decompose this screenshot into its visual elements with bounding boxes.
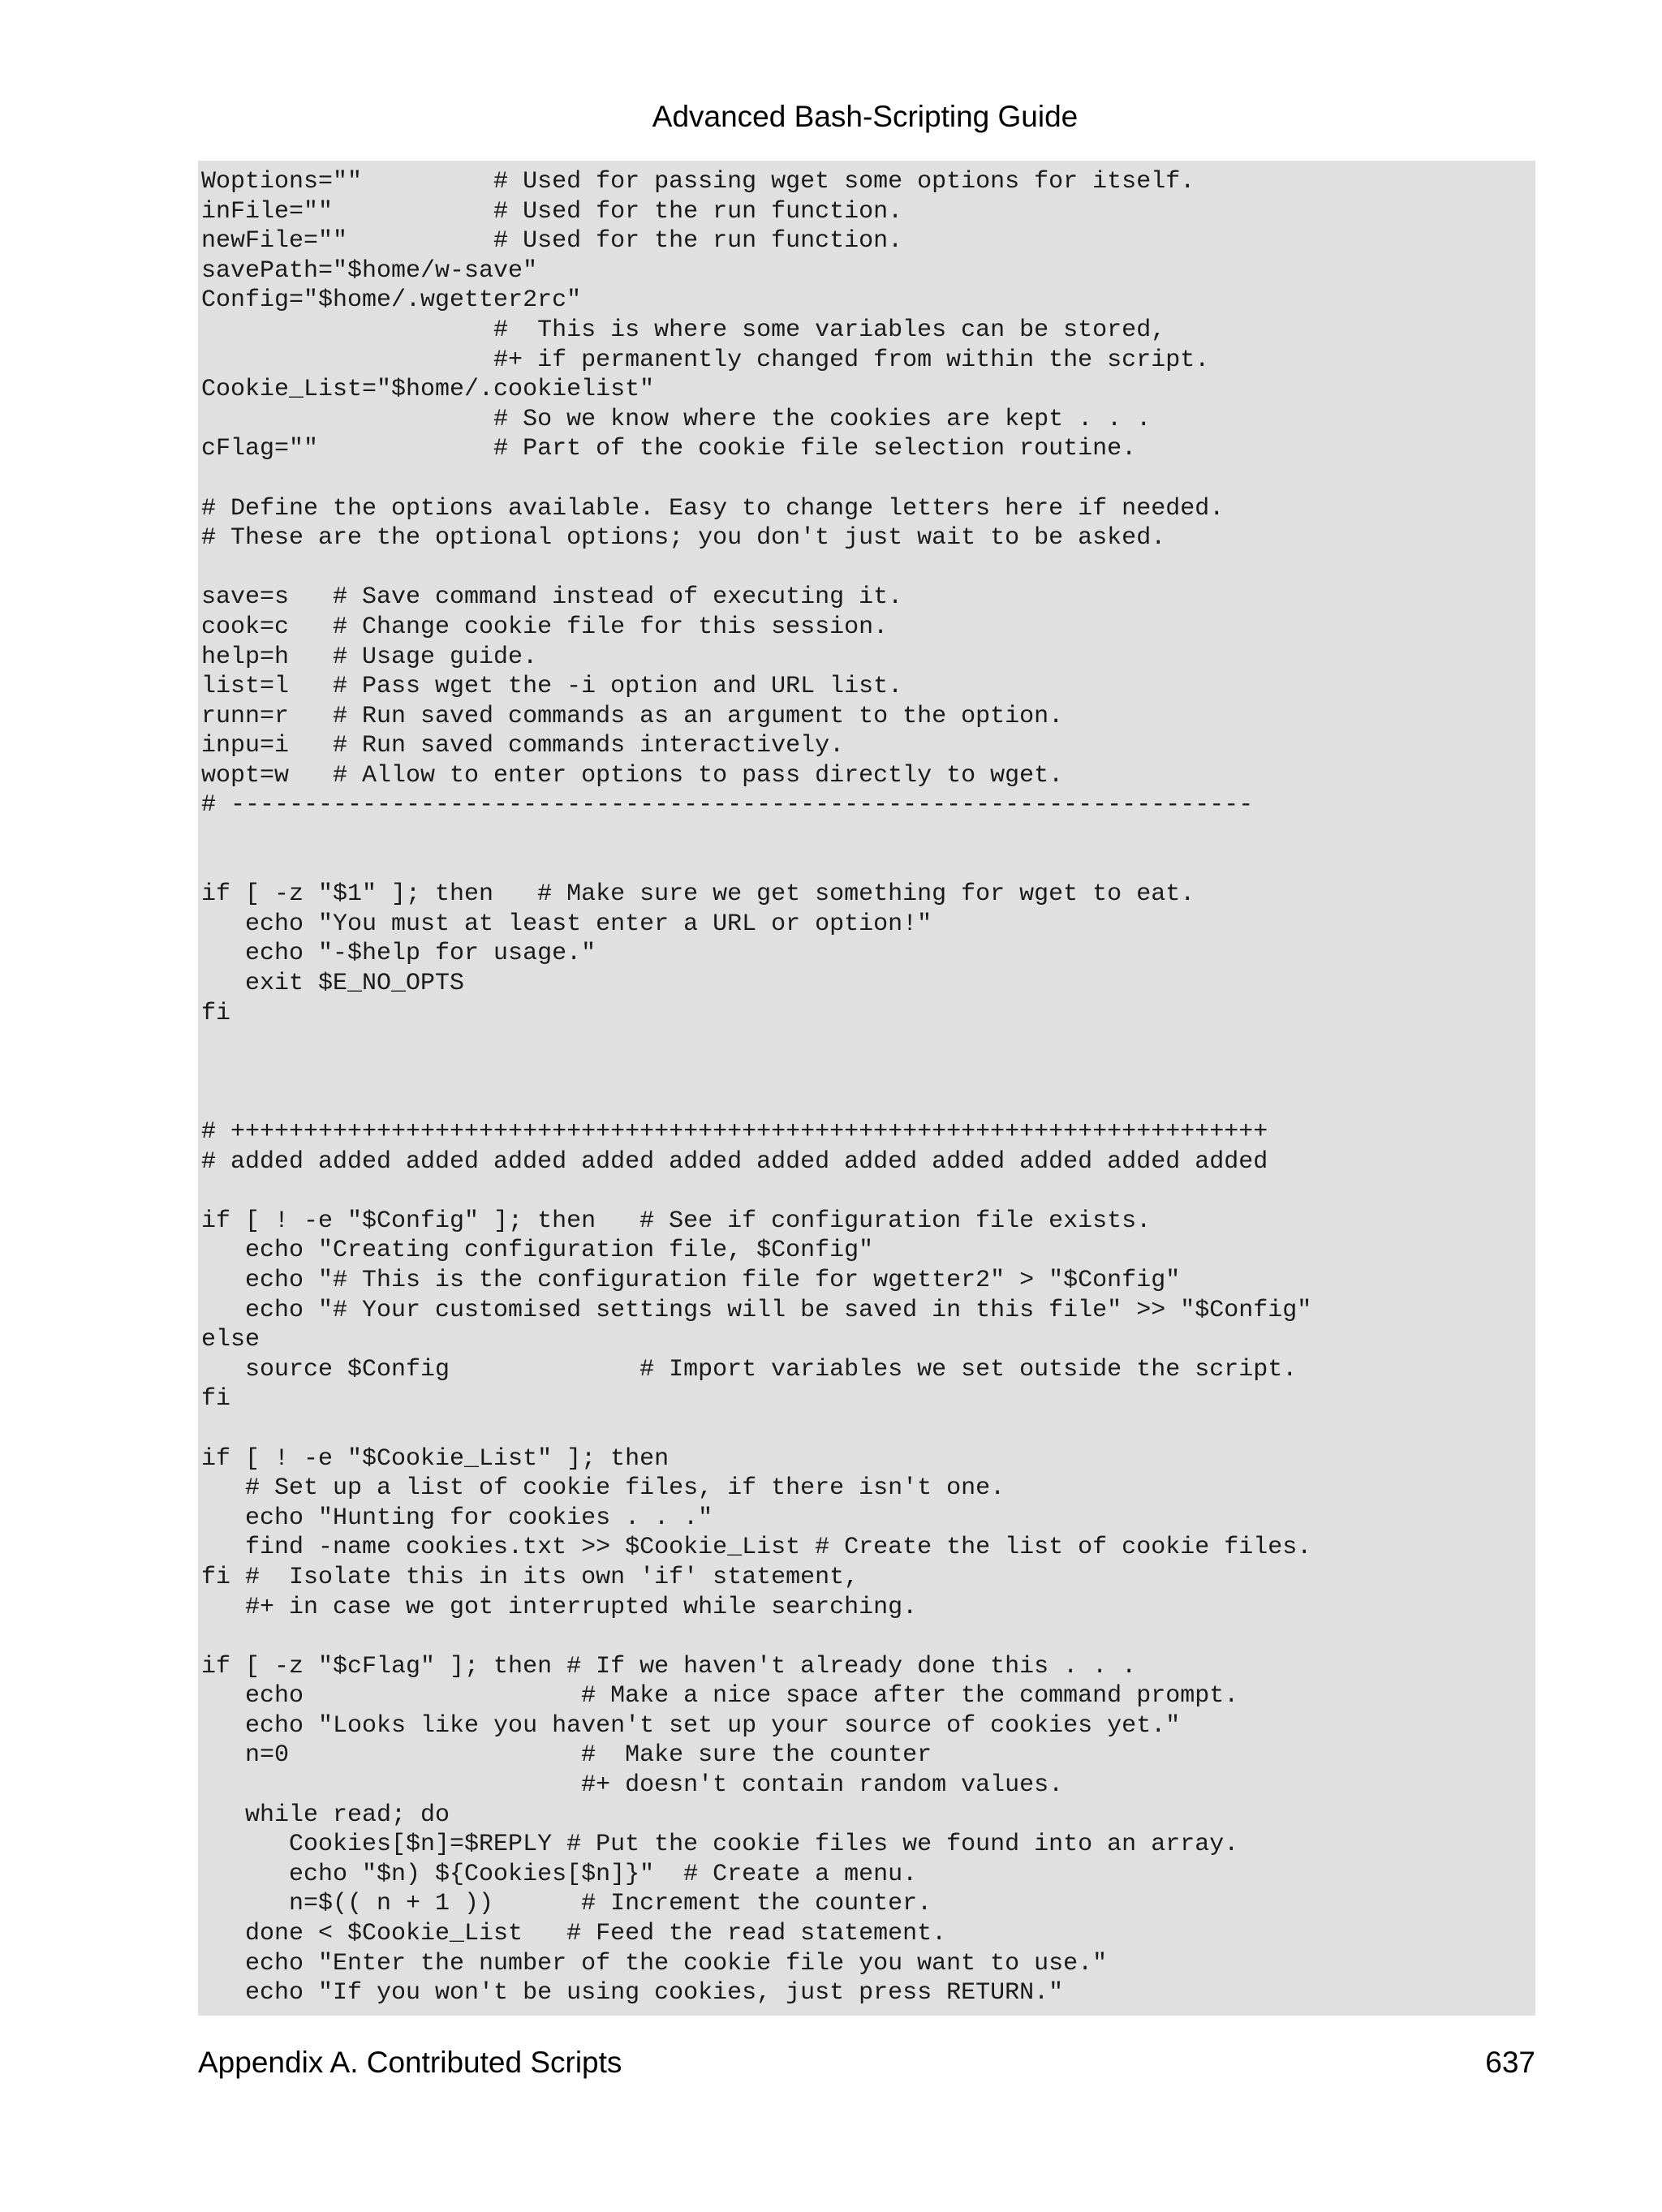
code-line: [201, 850, 1535, 880]
code-line: #+ in case we got interrupted while searching.: [201, 1593, 918, 1621]
code-line: help=h # Usage guide.: [201, 643, 538, 671]
code-line: # This is where some variables can be stored,: [201, 316, 1166, 344]
code-line: [201, 1058, 1535, 1088]
code-line: echo "Looks like you haven't set up your source of cookies yet.": [201, 1711, 1181, 1740]
code-line: runn=r # Run saved commands as an argument to the option.: [201, 702, 1064, 730]
code-line: echo "$n) ${Cookies[$n]}" # Create a menu.: [201, 1860, 918, 1888]
code-line: Cookies[$n]=$REPLY # Put the cookie files we found into an array.: [201, 1831, 1239, 1859]
code-line: echo "-$help for usage.": [201, 940, 596, 968]
code-line: find -name cookies.txt >> $Cookie_List # Create the list of cookie files.: [201, 1534, 1312, 1562]
code-line: exit $E_NO_OPTS: [201, 970, 465, 998]
footer-section-title: Appendix A. Contributed Scripts: [198, 2046, 622, 2079]
code-line: # These are the optional options; you don't just wait to be asked.: [201, 524, 1166, 553]
page-header: Advanced Bash-Scripting Guide: [652, 100, 1079, 133]
footer-page-number: 637: [1485, 2046, 1535, 2079]
code-line: fi # Isolate this in its own 'if' statement,: [201, 1563, 859, 1591]
code-line: [201, 464, 1535, 494]
code-line: if [ -z "$1" ]; then # Make sure we get something for wget to eat.: [201, 880, 1195, 909]
code-line: wopt=w # Allow to enter options to pass directly to wget.: [201, 761, 1064, 790]
code-line: echo "Enter the number of the cookie file you want to use.": [201, 1949, 1108, 1977]
code-line: #+ if permanently changed from within the script.: [201, 346, 1210, 374]
code-block: [198, 161, 1535, 2016]
code-line: # Set up a list of cookie files, if there isn't one.: [201, 1474, 1005, 1503]
code-line: cook=c # Change cookie file for this session.: [201, 613, 889, 641]
code-line: newFile="" # Used for the run function.: [201, 227, 903, 256]
code-line: source $Config # Import variables we set outside the script.: [201, 1355, 1298, 1384]
code-line: Config="$home/.wgetter2rc": [201, 286, 582, 315]
code-line: done < $Cookie_List # Feed the read statement.: [201, 1920, 947, 1948]
code-line: [201, 820, 1535, 850]
code-line: savePath="$home/w-save": [201, 256, 538, 285]
code-line: echo "Hunting for cookies . . .": [201, 1504, 713, 1532]
code-line: cFlag="" # Part of the cookie file selection routine.: [201, 435, 1137, 463]
code-line: n=0 # Make sure the counter: [201, 1741, 932, 1770]
code-line: #+ doesn't contain random values.: [201, 1771, 1064, 1800]
code-line: Woptions="" # Used for passing wget some options for itself.: [201, 168, 1195, 196]
code-line: list=l # Pass wget the -i option and URL list.: [201, 673, 903, 701]
code-line: # So we know where the cookies are kept . . .: [201, 405, 1152, 433]
code-line: [201, 553, 1535, 583]
code-line: [201, 1414, 1535, 1444]
code-line: # Define the options available. Easy to change letters here if needed.: [201, 494, 1225, 523]
code-line: # ----------------------------------------------------------------------: [201, 791, 1254, 820]
code-line: [201, 1622, 1535, 1652]
code-line: save=s # Save command instead of executing it.: [201, 583, 903, 612]
code-line: else: [201, 1326, 260, 1354]
code-line: if [ ! -e "$Cookie_List" ]; then: [201, 1444, 670, 1473]
code-line: echo "You must at least enter a URL or option!": [201, 910, 932, 938]
page-footer: [198, 2043, 1535, 2082]
code-line: echo # Make a nice space after the command prompt.: [201, 1682, 1239, 1711]
code-line: echo "# Your customised settings will be saved in this file" >> "$Config": [201, 1296, 1312, 1324]
code-line: echo "Creating configuration file, $Config": [201, 1237, 874, 1265]
code-line: echo "If you won't be using cookies, just press RETURN.": [201, 1979, 1064, 2008]
code-line: # added added added added added added added added added added added added: [201, 1147, 1268, 1176]
code-line: if [ -z "$cFlag" ]; then # If we haven't already done this . . .: [201, 1652, 1137, 1681]
code-line: fi: [201, 1385, 231, 1414]
code-line: inFile="" # Used for the run function.: [201, 197, 903, 226]
code-line: [201, 1028, 1535, 1058]
code-line: Cookie_List="$home/.cookielist": [201, 376, 655, 404]
code-line: while read; do: [201, 1801, 450, 1829]
code-line: if [ ! -e "$Config" ]; then # See if configuration file exists.: [201, 1207, 1152, 1235]
code-line: [201, 1177, 1535, 1207]
code-line: n=$(( n + 1 )) # Increment the counter.: [201, 1890, 932, 1918]
code-line: inpu=i # Run saved commands interactively.: [201, 732, 845, 760]
code-line: echo "# This is the configuration file for wgetter2" > "$Config": [201, 1266, 1181, 1294]
code-line: [201, 1087, 1535, 1117]
code-line: fi: [201, 999, 231, 1027]
code-line: # +++++++++++++++++++++++++++++++++++++++++++++++++++++++++++++++++++++++: [201, 1118, 1268, 1146]
